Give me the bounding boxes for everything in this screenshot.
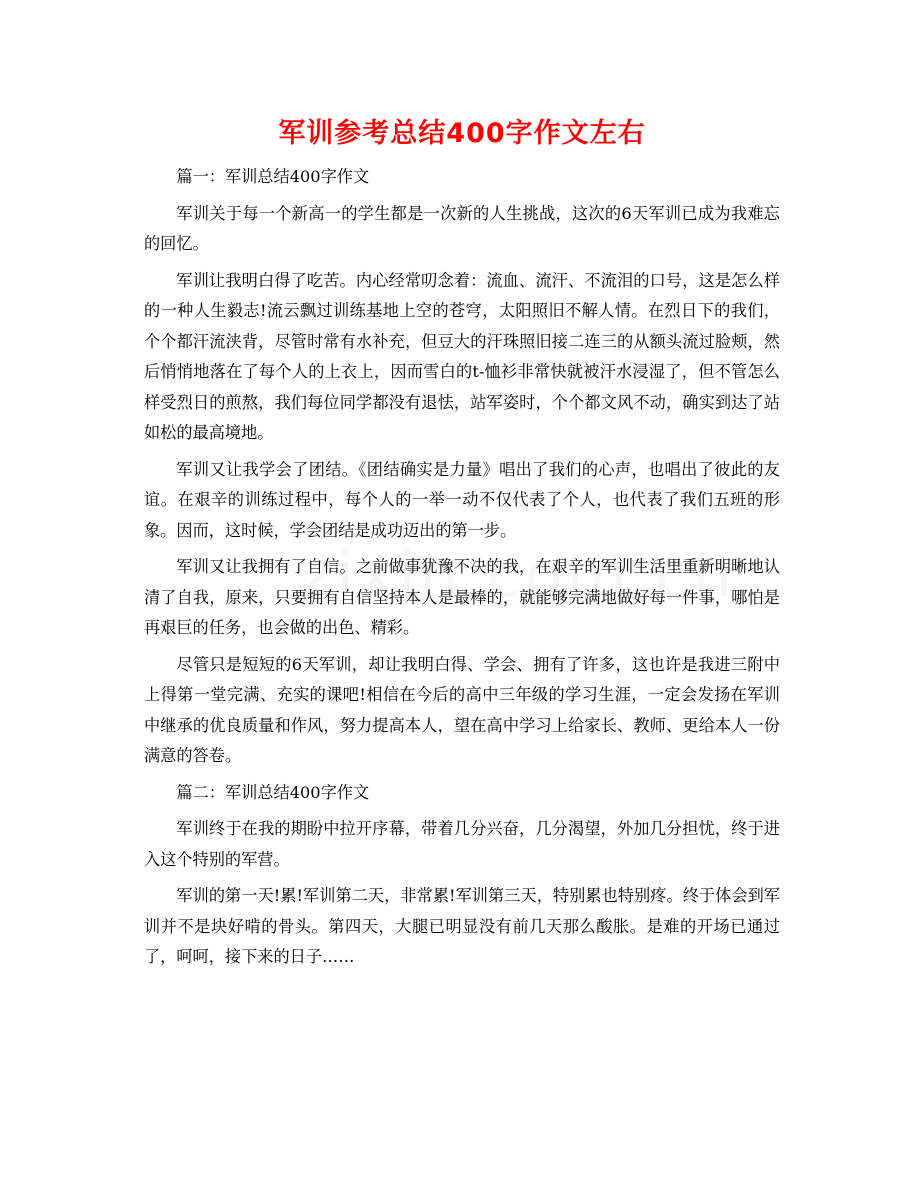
body-paragraph: 军训的第一天!累!军训第二天，非常累!军训第三天，特别累也特别疼。终于体会到军训并不是块好啃的骨头。第四天，大腿已明显没有前几天那么酸胀。是难的开场已通过了，呵呵，接下来的日子……: [144, 886, 780, 966]
body-paragraph: 尽管只是短短的6天军训，却让我明白得、学会、拥有了许多，这也许是我进三附中上得第一堂完满、充实的课吧!相信在今后的高中三年级的学习生涯，一定会发扬在军训中继承的优良质量和作风，努力提高本人，望在高中学习上给家长、教师、更给本人一份满意的答卷。: [144, 654, 780, 765]
body-paragraph: 军训又让我拥有了自信。之前做事犹豫不决的我，在艰辛的军训生活里重新明晰地认清了自我，原来，只要拥有自信坚持本人是最棒的，就能够完满地做好每一件事，哪怕是再艰巨的任务，也会做的出色、精彩。: [144, 557, 780, 637]
body-paragraph: 军训关于每一个新高一的学生都是一次新的人生挑战，这次的6天军训已成为我难忘的回忆。: [144, 203, 780, 253]
document-page: [144, 112, 780, 979]
section-heading: 篇一：军训总结400字作文: [176, 167, 370, 186]
document-title: 军训参考总结400字作文左右: [278, 118, 646, 149]
section-heading: 篇二：军训总结400字作文: [176, 782, 370, 802]
body-paragraph: 军训让我明白得了吃苦。内心经常叨念着：流血、流汗、不流泪的口号，这是怎么样的一种人生毅志!流云飘过训练基地上空的苍穹，太阳照旧不解人情。在烈日下的我们，个个都汗流浃背，尽管时常有水补充，但豆大的汗珠照旧接二连三的从额头流过脸颊，然后悄悄地落在了每个人的上衣上，因而雪白的t-恤衫非常快就被汗水浸湿了，但不管怎么样受烈日的煎熬，我们每位同学都没有退怯，站军姿时，个个都文风不动，确实到达了站如松的最高境地。: [144, 270, 780, 442]
body-paragraph: 军训又让我学会了团结。《团结确实是力量》唱出了我们的心声，也唱出了彼此的友谊。在艰辛的训练过程中，每个人的一举一动不仅代表了个人，也代表了我们五班的形象。因而，这时候，学会团结是成功迈出的第一步。: [144, 459, 780, 540]
body-paragraph: 军训终于在我的期盼中拉开序幕，带着几分兴奋，几分渴望，外加几分担忧，终于进入这个特别的军营。: [144, 819, 780, 869]
